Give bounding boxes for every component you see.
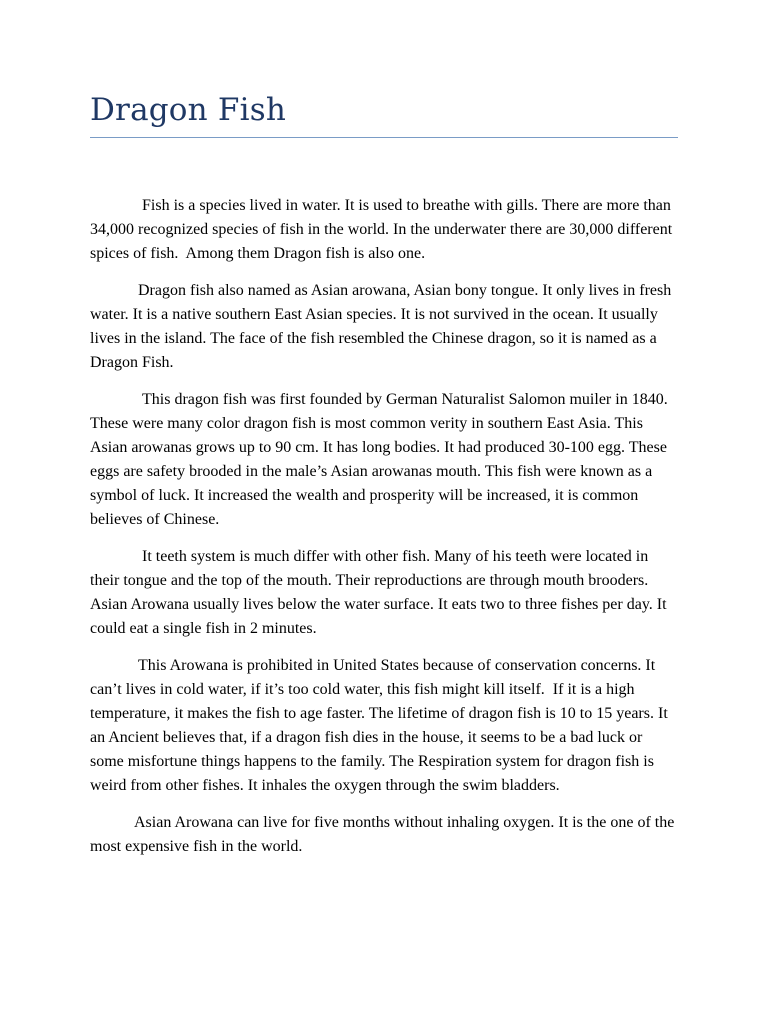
paragraph-1: Fish is a species lived in water. It is used to breathe with gills. There are more than 34,000 recognized species of fish in the world. In the underwater there are 30,000 different spices of fish. Among them Dragon fish is also one. (90, 197, 677, 262)
paragraph-2: Dragon fish also named as Asian arowana, Asian bony tongue. It only lives in fresh water. It is a native southern East Asian species. It is not survived in the ocean. It usually lives in the island. The face of the fish resembled the Chinese dragon, so it is named as a Dragon Fish. (90, 282, 676, 371)
paragraph-3: This dragon fish was first founded by German Naturalist Salomon muiler in 1840. These were many color dragon fish is most common verity in southern East Asia. This Asian arowanas grows up to 90 cm. It has long bodies. It had produced 30-100 egg. These eggs are safety brooded in the male’s Asian arowanas mouth. This fish were known as a symbol of luck. It increased the wealth and prosperity will be increased, it is common believes of Chinese. (90, 391, 676, 528)
paragraph-4: It teeth system is much differ with other fish. Many of his teeth were located in their tongue and the top of the mouth. Their reproductions are through mouth brooders. Asian Arowana usually lives below the water surface. It eats two to three fishes per day. It could eat a single fish in 2 minutes. (90, 548, 671, 637)
document-title: Dragon Fish (90, 92, 286, 128)
paragraph-5: This Arowana is prohibited in United States because of conservation concerns. It can’t lives in cold water, if it’s too cold water, this fish might kill itself. If it is a high temperature, it makes the fish to age faster. The lifetime of dragon fish is 10 to 15 years. It an Ancient believes that, if a dragon fish dies in the house, it seems to be a bad luck or some misfortune things happens to the family. The Respiration system for dragon fish is weird from other fishes. It inhales the oxygen through the swim bladders. (90, 657, 672, 794)
paragraph-6: Asian Arowana can live for five months without inhaling oxygen. It is the one of the most expensive fish in the world. (90, 814, 679, 855)
title-underline (90, 137, 678, 138)
document-body (90, 194, 680, 872)
